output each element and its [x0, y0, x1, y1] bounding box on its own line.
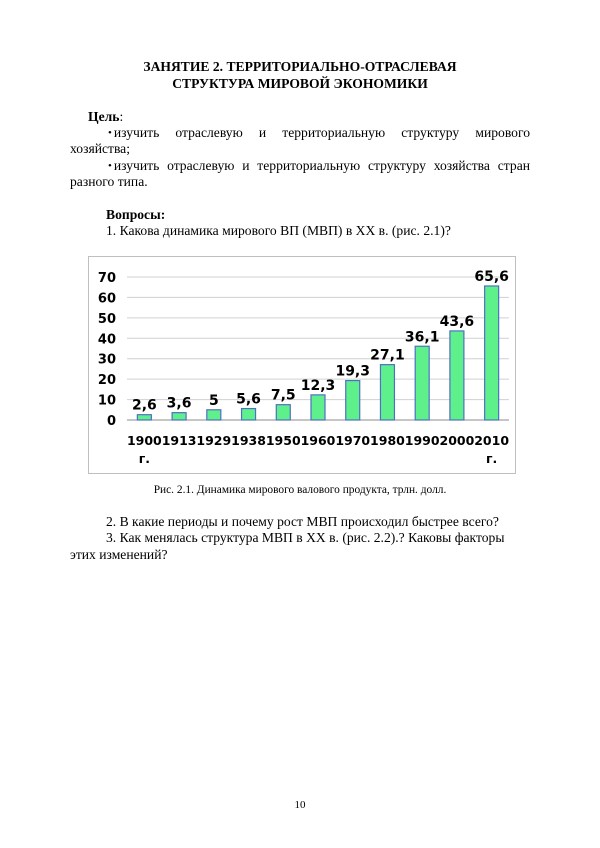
bar: [137, 415, 151, 420]
data-label: 43,6: [439, 313, 475, 330]
data-label: 36,1: [404, 329, 440, 346]
x-tick-label: 1929: [196, 433, 232, 448]
goal-item-2-text: изучить отраслевую и территориальную структуру хозяйства стран: [113, 158, 530, 173]
gdp-chart: [88, 256, 516, 474]
bullet-icon: •: [108, 160, 112, 172]
x-tick-label: 1900: [126, 433, 162, 448]
bar: [276, 405, 290, 420]
y-tick-label: 40: [97, 332, 116, 348]
bar: [242, 409, 256, 420]
data-label: 12,3: [300, 377, 336, 394]
gdp-bar-chart: [89, 257, 515, 473]
bar: [380, 365, 394, 420]
y-tick-label: 0: [106, 414, 116, 429]
data-label: 65,6: [474, 268, 509, 285]
data-label: 5: [208, 392, 219, 409]
document-title-line2: СТРУКТУРА МИРОВОЙ ЭКОНОМИКИ: [172, 76, 428, 91]
x-tick-label: 1980: [370, 433, 405, 448]
document-title-line1: ЗАНЯТИЕ 2. ТЕРРИТОРИАЛЬНО-ОТРАСЛЕВАЯ: [143, 59, 457, 74]
goal-item-2-continuation: разного типа.: [70, 174, 148, 189]
y-tick-label: 60: [97, 291, 116, 307]
y-tick-label: 20: [97, 373, 116, 389]
data-label: 5,6: [236, 391, 261, 408]
y-tick-label: 50: [97, 311, 116, 327]
data-label: 7,5: [270, 387, 296, 404]
data-label: 19,3: [335, 363, 371, 380]
y-tick-label: 70: [97, 271, 116, 286]
question-3-continuation: этих изменений?: [70, 547, 168, 562]
bullet-icon: •: [108, 127, 112, 139]
goal-colon: :: [119, 109, 124, 124]
bar: [450, 331, 464, 420]
questions-heading: Вопросы:: [106, 207, 166, 222]
data-label: 2,6: [131, 397, 157, 414]
data-label: 3,6: [166, 395, 192, 412]
x-tick-sublabel: г.: [485, 451, 498, 466]
y-tick-label: 10: [97, 393, 116, 409]
bar: [415, 346, 429, 420]
bar: [311, 395, 325, 420]
x-tick-label: 1950: [265, 433, 301, 448]
page-number: 10: [294, 799, 306, 811]
x-tick-label: 2000: [439, 433, 475, 448]
x-tick-label: 1970: [335, 433, 371, 448]
figure-caption: Рис. 2.1. Динамика мирового валового продукта, трлн. долл.: [153, 484, 447, 496]
bar: [207, 410, 221, 420]
x-tick-label: 1990: [404, 433, 440, 448]
x-tick-label: 2010: [474, 433, 510, 448]
bar: [346, 381, 360, 420]
x-tick-label: 1960: [300, 433, 336, 448]
x-tick-label: 1938: [231, 433, 266, 448]
goal-label: Цель: [88, 109, 120, 124]
goal-item-1-text: изучить отраслевую и территориальную структуру мирового: [113, 125, 530, 140]
x-tick-sublabel: г.: [138, 451, 151, 466]
goal-heading: [88, 108, 530, 125]
y-tick-label: 30: [97, 352, 116, 368]
x-tick-label: 1913: [161, 433, 197, 448]
goal-item-1-continuation: хозяйства;: [70, 141, 130, 156]
bar: [172, 413, 186, 420]
bar: [485, 286, 499, 420]
question-2: 2. В какие периоды и почему рост МВП происходил быстрее всего?: [106, 514, 499, 529]
data-label: 27,1: [370, 347, 405, 364]
question-3: 3. Как менялась структура МВП в XX в. (рис. 2.2).? Каковы факторы: [106, 530, 505, 545]
question-1: 1. Какова динамика мирового ВП (МВП) в XX в. (рис. 2.1)?: [106, 223, 451, 238]
